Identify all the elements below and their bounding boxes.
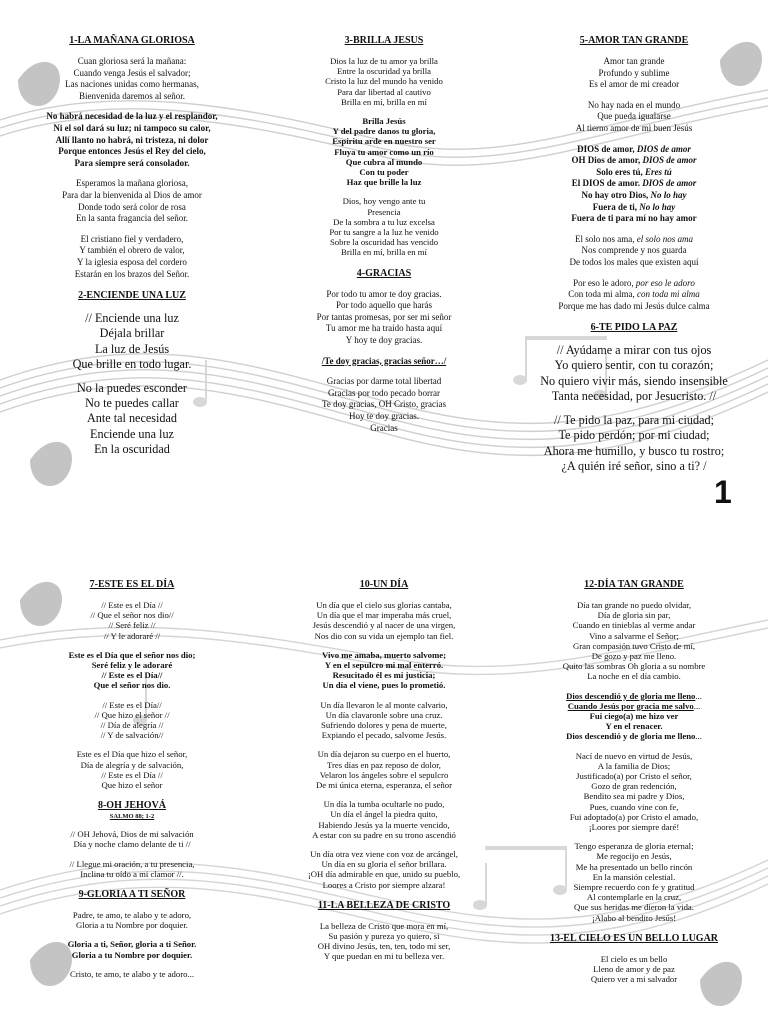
lyric-line: En la mansión celestial. [592, 871, 676, 882]
lyric-line: // Te pido la paz, para mi ciudad; [553, 413, 714, 428]
lyric-line: Al contemplarle en la cruz, [586, 892, 682, 903]
stanza [273, 376, 495, 434]
column-right [514, 578, 754, 994]
lyric-line: Y del padre danos tu gloria, [332, 126, 436, 137]
lyric-line: // Seré feliz // [108, 620, 156, 631]
lyric-line: Día de alegría y de salvación, [80, 759, 184, 770]
lyric-line: Sobre la oscuridad has vencido [329, 237, 439, 248]
stanza [273, 921, 495, 962]
lyric-line: Vino a salvarme el Señor; [589, 630, 679, 641]
lyric-segment: Porque me has dado mi Jesús dulce calma [558, 300, 710, 311]
song-title: 12-DÍA TAN GRANDE [584, 579, 684, 590]
lyric-line: Ante tal necesidad [86, 411, 177, 426]
chorus [273, 356, 495, 368]
chorus [273, 116, 495, 187]
lyric-line: Un día que el cielo sus glorias cantaba, [316, 600, 452, 610]
stanza [18, 969, 246, 979]
song-title: 11-LA BELLEZA DE CRISTO [317, 899, 451, 911]
stanza [18, 910, 246, 930]
lyric-segment: DIOS de amor [636, 143, 691, 154]
stanza [514, 56, 754, 91]
lyric-line: Un día llevaron le al monte calvario, [320, 699, 448, 710]
lyric-line: La noche en el día cambio. [587, 671, 681, 682]
lyric-line: Para siempre será consolador. [74, 157, 190, 168]
lyric-line: En la oscuridad [94, 441, 170, 456]
stanza [514, 841, 754, 923]
lyric-segment: DIOS de amor [642, 178, 697, 189]
lyric-line: Pues, cuando vine con fe, [589, 801, 679, 812]
lyric-line: // Este es el Día // [101, 769, 163, 780]
lyric-line: Un día en su gloria el señor brillara. [321, 859, 447, 870]
lyric-segment: Solo eres tú, [596, 166, 646, 177]
lyric-line: Donde todo será color de rosa [78, 201, 186, 212]
lyric-line: // OH Jehová, Dios de mi salvación [70, 829, 194, 840]
song-block [273, 578, 495, 890]
lyric-line: /Te doy gracias, gracias señor…/ [321, 355, 447, 366]
lyric-segment: Fuera de ti, [592, 201, 640, 212]
lyric-line: Gloria a tu Nombre por doquier. [71, 949, 193, 960]
lyric-line: Nos dio con su vida un ejemplo tan fiel. [314, 630, 454, 641]
lyric-line: Que hizo el señor [101, 780, 163, 791]
lyric-line: No quiero vivir más, siendo insensible [540, 373, 728, 388]
stanza [514, 600, 754, 682]
lyric-line [514, 721, 754, 731]
stanza [18, 600, 246, 641]
song-block [18, 888, 246, 979]
lyric-line: Padre, te amo, te alabo y te adoro, [72, 910, 192, 921]
column-left [18, 578, 246, 988]
column-center [273, 578, 495, 971]
lyric-line [514, 691, 754, 701]
lyric-line: Un día el viene, pues lo prometió. [322, 680, 446, 691]
song-block [18, 289, 246, 457]
lyric-line: Te pido perdón; por mi ciudad; [558, 428, 710, 443]
lyric-line: Cuando en tinieblas al verme andar [572, 620, 696, 631]
lyric-line: A estar con su padre en su trono ascendió [312, 829, 456, 840]
lyric-line: No hay nada en el mundo [587, 99, 681, 110]
stanza [514, 413, 754, 474]
lyric-line: Seré feliz y le adoraré [91, 660, 173, 671]
lyric-line [514, 202, 754, 214]
lyric-line: Y hoy te doy gracias. [345, 335, 423, 346]
lyric-line [514, 167, 754, 179]
lyric-line: Cristo, te amo, te alabo y te adoro... [69, 968, 194, 979]
chorus [18, 111, 246, 169]
song-title: 3-BRILLA JESUS [344, 35, 424, 46]
lyric-line: // Este es el Día// [101, 670, 163, 681]
lyric-segment: Eres tú [645, 166, 672, 177]
lyric-line: // Que hizo el señor // [94, 709, 170, 720]
song-block [273, 34, 495, 258]
lyric-line: ¡Alabo al bendito Jesús! [591, 912, 677, 923]
lyric-line: OH divino Jesús, ten, ten, todo mi ser, [317, 941, 451, 952]
lyric-line: Yo quiero sentir, con tu corazón; [554, 358, 714, 373]
song-block [273, 899, 495, 962]
stanza [18, 56, 246, 102]
lyric-segment: Y en el renacer. [605, 721, 663, 732]
song-title: 13-EL CIELO ES UN BELLO LUGAR [549, 932, 719, 944]
lyric-line: Con tu poder [359, 167, 409, 178]
lyric-segment: Dios descendió y de gloria me lleno [566, 731, 696, 742]
song-block [514, 932, 754, 985]
stanza [514, 100, 754, 135]
lyric-line: El cielo es un bello [600, 953, 668, 964]
song-title: 10-UN DÍA [359, 579, 409, 590]
lyric-line: Gracias [370, 422, 398, 433]
lyric-line: Gozo de gran redención, [591, 781, 677, 792]
lyric-line: Me regocijo en Jesús, [596, 851, 672, 862]
lyric-line: Me ha presentado un bello rincón [575, 861, 693, 872]
lyric-line: Gloria a ti, Señor, gloria a ti Señor. [67, 939, 197, 950]
lyric-line: Brilla en mí, brilla en mí [341, 247, 427, 258]
lyric-line: Y que puedan en mi tu belleza ver. [323, 951, 445, 962]
stanza [273, 600, 495, 641]
lyric-line: Inclina tu oído a mi clamor //. [80, 868, 184, 879]
lyric-line: Su pasión y pureza yo quiero, si [328, 931, 440, 942]
stanza [273, 749, 495, 790]
lyric-line: Y también el obrero de valor, [79, 245, 185, 256]
chorus [18, 939, 246, 959]
lyric-segment: ... [693, 700, 701, 711]
lyric-line: Cuando venga Jesús el salvador; [73, 67, 191, 78]
lyric-line: Fui adoptado(a) por Cristo el amado, [569, 811, 699, 822]
lyric-line [514, 301, 754, 313]
lyric-line: Por tantas promesas, por ser mi señor [316, 311, 452, 322]
lyric-line: Para dar libertad al cautivo [337, 86, 431, 97]
stanza [514, 278, 754, 313]
lyric-segment: OH Dios de amor, [571, 155, 643, 166]
page-number: 1 [714, 474, 732, 510]
lyric-segment: No lo hay [650, 189, 687, 200]
lyric-line: Vivo me amaba, muerto salvome; [322, 649, 446, 660]
lyric-line: Allí llanto no habrá, ni tristeza, ni dolor [55, 134, 209, 145]
song-title: 9-GLORIA A TI SEÑOR [78, 889, 186, 901]
lyric-line: Día de gloria sin par, [597, 610, 671, 621]
lyric-line: Jesús descendió y al nacer de una virgen, [312, 620, 456, 631]
lyric-line: Justificado(a) por Cristo el señor, [576, 771, 692, 782]
lyric-line: Dios la luz de tu amor ya brilla [330, 56, 438, 66]
lyric-line: // Y de salvación// [100, 730, 164, 741]
stanza [18, 381, 246, 457]
lyric-line: Fluya tu amor como un río [334, 146, 434, 157]
lyric-line: No la puedes esconder [77, 380, 187, 395]
lyric-line [514, 190, 754, 202]
lyric-line: Gracias por darme total libertad [326, 376, 442, 387]
column-center [273, 34, 495, 443]
lyric-line: Por todo aquello que harás [336, 300, 432, 311]
lyric-line: Un día dejaron su cuerpo en el huerto, [317, 749, 451, 760]
chorus [514, 691, 754, 742]
lyric-line: Gloria a tu Nombre por doquier. [76, 920, 188, 931]
stanza [514, 954, 754, 985]
lyric-line: Un día otra vez viene con voz de arcángel, [310, 849, 458, 860]
song-title: 2-ENCIENDE UNA LUZ [78, 290, 186, 302]
lyric-segment: Por eso le adoro, [573, 277, 636, 288]
lyric-line [514, 234, 754, 246]
stanza [273, 799, 495, 840]
lyric-line: Estarán en los brazos del Señor. [74, 268, 190, 279]
lyric-line: Gran compasión tuvo Cristo de mí, [572, 640, 696, 651]
stanza [514, 234, 754, 269]
lyric-segment: con toda mi alma [637, 289, 700, 300]
lyric-line: Siempre recuerdo con fe y gratitud [573, 882, 695, 893]
lyric-line: Te doy gracias, OH Cristo, gracias [321, 399, 447, 410]
stanza [18, 700, 246, 741]
lyric-line: Y en el sepulcro mi mal enterró. [324, 660, 444, 671]
lyric-line: Un día el ángel la piedra quito, [330, 809, 438, 820]
lyric-line [514, 289, 754, 301]
lyric-line: Brilla en mí, brilla en mí [341, 96, 427, 107]
lyric-line: // Ayúdame a mirar con tus ojos [556, 343, 712, 358]
lyric-line: De gozo y paz me lleno. [591, 651, 677, 662]
lyric-line: // Enciende una luz [85, 311, 179, 326]
lyric-segment: El solo nos ama, [575, 233, 637, 244]
lyric-line: De la sombra a tu luz excelsa [333, 216, 435, 227]
stanza [273, 289, 495, 347]
lyric-line: Déjala brillar [99, 326, 165, 341]
lyric-line: Entre la oscuridad ya brilla [336, 66, 432, 77]
lyric-segment: No hay otro Dios, [581, 189, 651, 200]
lyric-line [514, 144, 754, 156]
lyric-line: Este es el Día que el señor nos dio; [68, 649, 196, 660]
lyric-line: Bienvenida daremos al señor. [79, 90, 185, 101]
lyric-line: Tres días en paz reposo de dolor, [327, 759, 441, 770]
lyric-line: Dios, hoy vengo ante tu [342, 196, 426, 207]
lyric-line: Tu amor me ha traído hasta aquí [325, 323, 443, 334]
lyric-segment: De todos los males que existen aquí [569, 256, 699, 267]
lyric-segment: DIOS de amor [642, 155, 697, 166]
lyric-line: A la familia de Dios; [597, 760, 671, 771]
lyric-line: // Este es el Día// [102, 699, 162, 710]
lyric-line: Que pueda igualarse [597, 111, 671, 122]
stanza [273, 196, 495, 257]
song-block [514, 578, 754, 923]
lyric-line: La luz de Jesús [94, 341, 170, 356]
lyric-line: Presencia [367, 206, 401, 217]
lyric-line: Bendito sea mi padre y Dios, [583, 791, 685, 802]
song-title: 4-GRACIAS [356, 267, 412, 279]
lyric-line: Espíritu arde en nuestro ser [332, 136, 436, 147]
lyric-line: Expiando el pecado, salvome Jesús. [321, 730, 447, 741]
lyric-line [514, 213, 754, 225]
lyric-line: Día tan grande no puedo olvidar, [576, 600, 691, 610]
lyric-line: Cuan gloriosa será la mañana: [77, 56, 187, 66]
lyric-segment: No lo hay [639, 201, 676, 212]
lyric-line: Nací de nuevo en virtud de Jesús, [575, 750, 693, 761]
lyric-line: Brilla Jesús [362, 116, 406, 127]
lyric-line: Día y noche clamo delante de ti // [73, 839, 191, 850]
lyric-segment: por eso le adoro [635, 277, 695, 288]
chorus [514, 144, 754, 225]
lyric-segment: el solo nos ama [636, 233, 693, 244]
lyric-line: Amor tan grande [603, 56, 665, 66]
lyric-line [514, 278, 754, 290]
lyric-line: Gracias por todo pecado borrar [328, 387, 440, 398]
lyric-line: Tanta necesidad, por Jesucristo. // [551, 388, 717, 403]
lyric-line: Por todo tu amor te doy gracias. [326, 288, 442, 299]
stanza [18, 234, 246, 280]
lyric-segment: ... [695, 690, 702, 701]
lyric-segment: Con toda mi alma, [568, 289, 637, 300]
lyric-line [514, 711, 754, 721]
lyric-line: // Llegue mi oración, a tu presencia, [69, 858, 195, 869]
lyric-line: Lleno de amor y de paz [593, 964, 675, 975]
lyric-line: Loores a Cristo por siempre alzara! [322, 879, 446, 890]
lyric-line: Al tierno amor de mi buen Jesús [575, 122, 693, 133]
song-block [273, 267, 495, 435]
column-left [18, 34, 246, 466]
song-title: 1-LA MAÑANA GLORIOSA [69, 35, 195, 46]
song-block [514, 34, 754, 312]
lyric-line: Por tu sangre a la luz he venido [329, 227, 439, 238]
lyric-line: Ni el sol dará su luz; ni tampoco su calor, [53, 122, 211, 133]
column-right [514, 34, 754, 483]
lyric-line: Para dar la bienvenida al Dios de amor [62, 189, 202, 200]
lyric-line: Un día la tumba ocultarle no pudo, [323, 799, 445, 810]
lyric-line [514, 178, 754, 190]
song-title: 8-OH JEHOVÁ [97, 800, 167, 812]
lyric-segment: Fuera de ti para mí no hay amor [571, 213, 697, 224]
lyric-line [514, 701, 754, 711]
lyric-line: Esperamos la mañana gloriosa, [76, 178, 188, 189]
lyric-line: Es el amor de mi creador [588, 79, 680, 90]
stanza [18, 178, 246, 224]
lyric-line: Velaron los ángeles sobre el sepulcro [319, 769, 449, 780]
lyric-line: De mi única eterna, esperanza, el señor [315, 780, 453, 791]
stanza [18, 859, 246, 879]
stanza [273, 56, 495, 107]
lyric-segment: Cuando Jesús por gracia me salvo [567, 700, 694, 711]
lyric-line: Porque entonces Jesús el Rey del cielo, [58, 146, 206, 157]
lyric-line: // Que el señor nos dio// [90, 610, 174, 621]
song-block [18, 578, 246, 790]
lyric-line: Las naciones unidas como hermanas, [65, 79, 199, 90]
lyric-line [514, 155, 754, 167]
lyric-line: Quiero ver a mi salvador [590, 974, 678, 985]
stanza [18, 749, 246, 790]
lyric-segment: DIOS de amor, [577, 143, 637, 154]
song-title: 5-AMOR TAN GRANDE [579, 35, 689, 46]
stanza [514, 343, 754, 404]
lyric-line: En la santa fragancia del señor. [76, 213, 188, 224]
lyric-line: Enciende una luz [90, 426, 174, 441]
lyric-segment: ... [695, 731, 702, 742]
song-block [18, 34, 246, 280]
lyric-line: Un día clavaronle sobre una cruz. [325, 709, 443, 720]
lyric-line: // Y le adoraré // [103, 630, 161, 641]
lyric-line: Que sus heridas me dieron la vida. [574, 902, 694, 913]
lyric-line [514, 731, 754, 741]
song-block [18, 799, 246, 879]
lyric-line: Que brille en todo lugar. [72, 356, 192, 371]
lyric-line: Haz que brille la luz [346, 177, 422, 188]
lyric-segment: Dios descendió y de gloria me lleno [566, 690, 696, 701]
chorus [18, 650, 246, 691]
lyric-line: No te puedes callar [85, 396, 179, 411]
lyric-line: Ahora me humillo, y busco tu rostro; [543, 443, 725, 458]
song-subtitle: SALMO 88; 1-2 [109, 813, 155, 821]
lyric-line: Resucitado él es mi justicia; [332, 670, 436, 681]
song-block [514, 321, 754, 474]
lyric-line: Un día que el mar imperaba más cruel, [316, 610, 452, 621]
lyric-segment: Nos comprende y nos guarda [581, 245, 687, 256]
lyric-line: Sufriendo dolores y pena de muerte, [321, 720, 447, 731]
stanza [18, 311, 246, 372]
lyric-line: Quito las sombras Oh gloria a su nombre [562, 661, 706, 672]
lyric-line: ¡Loores por siempre daré! [588, 822, 680, 833]
lyric-segment: Fui ciego(a) me hizo ver [589, 711, 679, 722]
lyric-line: Y la iglesia esposa del cordero [77, 256, 187, 267]
lyric-line: Hoy te doy gracias. [349, 411, 419, 421]
lyric-line: Tengo esperanza de gloria eternal; [574, 841, 694, 852]
stanza [514, 751, 754, 833]
lyric-segment: El DIOS de amor. [571, 178, 643, 189]
lyric-line: Este es el Día que hizo el señor, [76, 749, 188, 760]
lyric-line: Habiendo Jesús ya la muerte vencido, [318, 819, 450, 830]
chorus [273, 650, 495, 691]
lyric-line: Que cubra al mundo [345, 156, 423, 167]
lyric-line: Que el señor nos dio. [93, 680, 171, 691]
lyric-line: // Día de alegría // [100, 720, 164, 731]
lyric-line: Cristo la luz del mundo ha venido [325, 76, 443, 87]
lyric-line: El cristiano fiel y verdadero, [80, 233, 184, 244]
lyric-line: Profundo y sublime [598, 67, 670, 78]
stanza [273, 849, 495, 890]
stanza [18, 829, 246, 849]
lyric-line: ¡OH día admirable en que, unido su pueblo, [307, 869, 461, 880]
lyric-line [514, 245, 754, 257]
lyric-line: La belleza de Cristo que mora en mí, [319, 920, 449, 931]
lyric-line: No habrá necesidad de la luz y el resplandor, [46, 111, 218, 122]
song-title: 6-TE PIDO LA PAZ [590, 322, 678, 334]
song-title: 7-ESTE ES EL DÍA [89, 579, 175, 590]
stanza [273, 700, 495, 741]
lyric-line: // Este es el Día // [101, 600, 163, 610]
lyric-line [514, 257, 754, 269]
lyric-line: ¿A quién iré señor, sino a ti? / [561, 458, 707, 473]
